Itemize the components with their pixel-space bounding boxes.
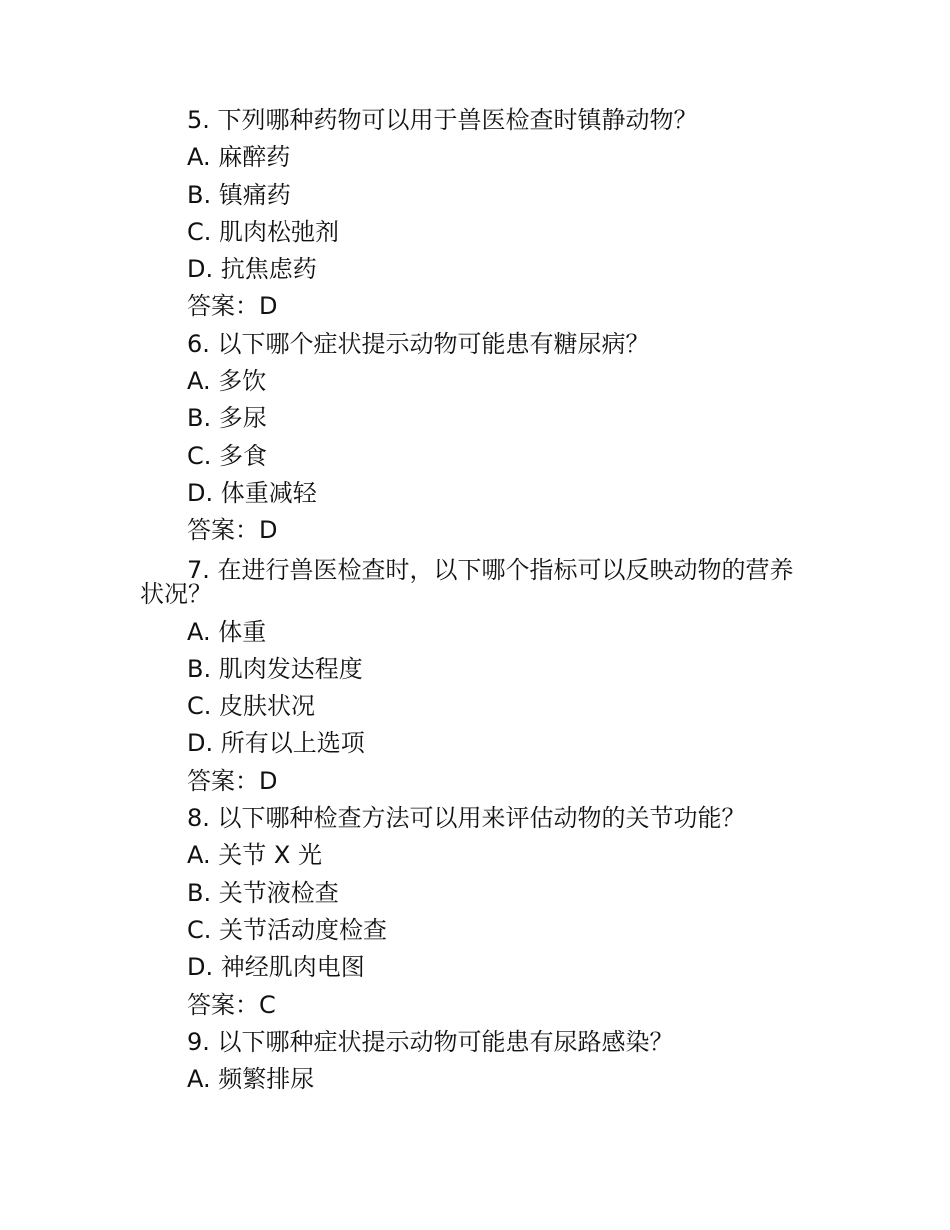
option-b: B. 多尿: [187, 404, 267, 433]
option-a: A. 频繁排尿: [187, 1065, 315, 1094]
option-b: B. 镇痛药: [187, 180, 291, 209]
option-b: B. 关节液检查: [187, 878, 339, 907]
answer-text: 答案：D: [187, 292, 278, 321]
question-text-line-2: 状况？: [140, 579, 212, 608]
question-text-line-1: 7. 在进行兽医检查时，以下哪个指标可以反映动物的营养: [187, 555, 794, 584]
question-text: 6. 以下哪个症状提示动物可能患有糖尿病？: [187, 329, 650, 358]
option-c: C. 多食: [187, 441, 268, 470]
option-a: A. 多饮: [187, 367, 267, 396]
option-a: A. 麻醉药: [187, 143, 291, 172]
option-c: C. 关节活动度检查: [187, 915, 388, 944]
option-a: A. 体重: [187, 617, 267, 646]
option-d: D. 抗焦虑药: [187, 255, 317, 284]
option-d: D. 体重减轻: [187, 478, 317, 507]
question-text: [140, 555, 827, 608]
option-c: C. 皮肤状况: [187, 692, 316, 721]
option-c: C. 肌肉松弛剂: [187, 217, 340, 246]
option-b: B. 肌肉发达程度: [187, 654, 363, 683]
option-d: D. 所有以上选项: [187, 729, 365, 758]
option-d: D. 神经肌肉电图: [187, 953, 365, 982]
answer-text: 答案：D: [187, 516, 278, 545]
question-text: 5. 下列哪种药物可以用于兽医检查时镇静动物？: [187, 106, 698, 134]
answer-text: 答案：D: [187, 766, 278, 795]
question-text: 9. 以下哪种症状提示动物可能患有尿路感染？: [187, 1027, 674, 1056]
option-a: A. 关节 X 光: [187, 841, 322, 870]
question-text: 8. 以下哪种检查方法可以用来评估动物的关节功能？: [187, 804, 746, 833]
question-list: [140, 102, 827, 1098]
answer-text: 答案：C: [187, 990, 276, 1019]
